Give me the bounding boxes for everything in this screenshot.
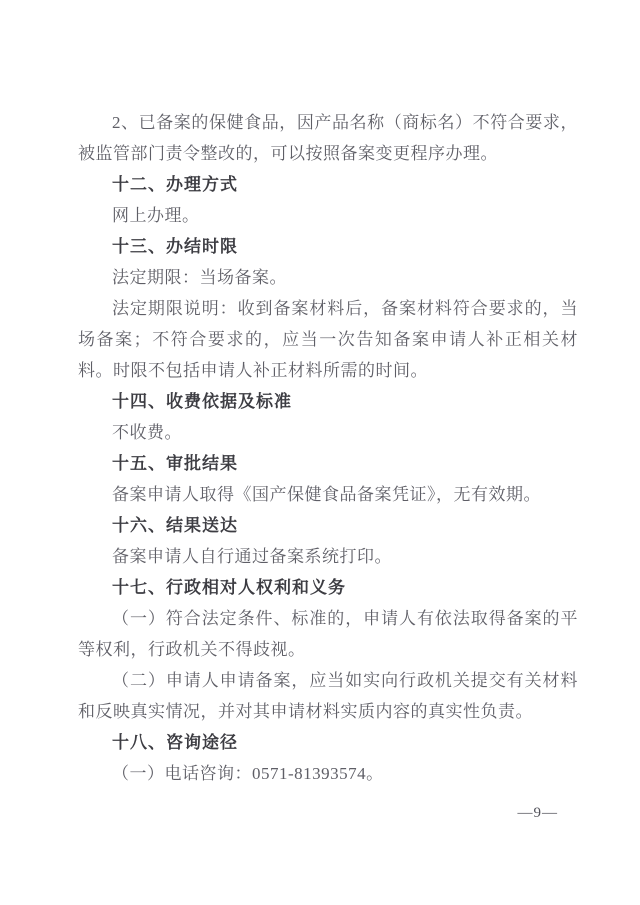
section-heading-17-quanli-yiwu: 十七、行政相对人权利和义务 [112,578,346,597]
page-number: —9— [517,805,558,821]
document-body [78,107,578,789]
section-heading-15-shenpi-jieguo: 十五、审批结果 [112,454,238,473]
body-paragraph: （二）申请人申请备案，应当如实向行政机关提交有关材料和反映真实情况，并对其申请材料实质内容的真实性负责。 [78,671,578,721]
body-paragraph: 备案申请人取得《国产保健食品备案凭证》，无有效期。 [112,485,541,504]
body-paragraph: 不收费。 [112,423,182,442]
section-heading-13-banjie-shixian: 十三、办结时限 [112,237,238,256]
body-paragraph: 备案申请人自行通过备案系统打印。 [112,547,392,566]
body-paragraph: 法定期限：当场备案。 [112,268,287,287]
section-heading-16-jieguo-songda: 十六、结果送达 [112,516,238,535]
body-paragraph: 2、已备案的保健食品，因产品名称（商标名）不符合要求，被监管部门责令整改的，可以按照备案变更程序办理。 [78,113,578,163]
body-paragraph: （一）符合法定条件、标准的，申请人有依法取得备案的平等权利，行政机关不得歧视。 [78,609,578,659]
body-paragraph: 法定期限说明：收到备案材料后，备案材料符合要求的，当场备案；不符合要求的，应当一次告知备案申请人补正相关材料。时限不包括申请人补正材料所需的时间。 [78,299,578,380]
section-heading-14-shoufei-yiju: 十四、收费依据及标准 [112,392,292,411]
body-paragraph: 网上办理。 [112,206,200,225]
body-paragraph: （一）电话咨询：0571-81393574。 [112,764,384,783]
section-heading-12-banli-fangshi: 十二、办理方式 [112,175,238,194]
section-heading-18-zixun-tujing: 十八、咨询途径 [112,733,238,752]
